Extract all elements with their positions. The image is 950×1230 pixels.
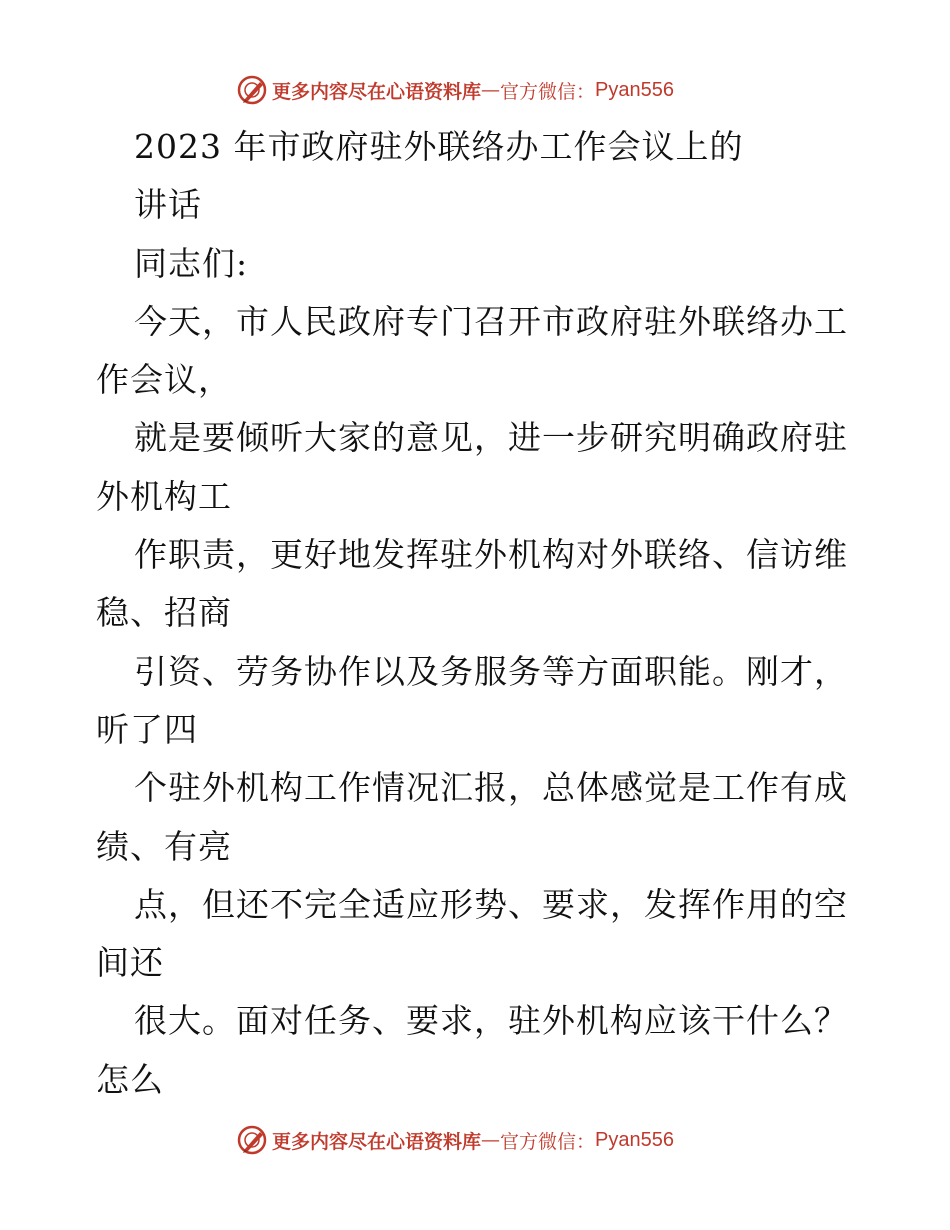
footer-banner (236, 1122, 674, 1158)
banner-wechat-label: 官方微信： (500, 80, 596, 103)
text-line: 听了四 (96, 709, 198, 749)
pen-logo-icon (236, 1124, 268, 1156)
text-line: 点，但还不完全适应形势、要求，发挥作用的空 (134, 884, 848, 924)
banner-wechat-label: 官方微信： (500, 1130, 596, 1153)
document-body (96, 118, 856, 1109)
text-line: 作会议， (96, 360, 232, 400)
banner-separator: — (481, 79, 501, 101)
text-line: 就是要倾听大家的意见，进一步研究明确政府驻 (134, 418, 848, 458)
text-line: 间还 (96, 943, 164, 983)
text-line: 很大。面对任务、要求，驻外机构应该干什么？ (134, 1001, 848, 1041)
text-line: 个驻外机构工作情况汇报，总体感觉是工作有成 (134, 768, 848, 808)
banner-separator: — (481, 1129, 501, 1151)
text-line: 同志们: (134, 243, 249, 283)
banner-brand-text: 更多内容尽在心语资料库 (272, 1130, 482, 1153)
text-line: 引资、劳务协作以及务服务等方面职能。刚才， (134, 651, 848, 691)
banner-wechat-id: Pyan556 (595, 78, 674, 101)
text-line: 外机构工 (96, 476, 232, 516)
banner-wechat-id: Pyan556 (595, 1128, 674, 1151)
text-line: 讲话 (134, 185, 202, 225)
text-line: 作职责，更好地发挥驻外机构对外联络、信访维 (134, 535, 848, 575)
text-line: 2023 年市政府驻外联络办工作会议上的 (134, 127, 744, 166)
text-line: 怎么 (96, 1059, 164, 1099)
header-banner (236, 72, 674, 108)
text-line: 今天，市人民政府专门召开市政府驻外联络办工 (134, 301, 848, 341)
text-line: 稳、招商 (96, 593, 232, 633)
pen-logo-icon (236, 74, 268, 106)
banner-brand-text: 更多内容尽在心语资料库 (272, 80, 482, 103)
text-line: 绩、有亮 (96, 826, 232, 866)
